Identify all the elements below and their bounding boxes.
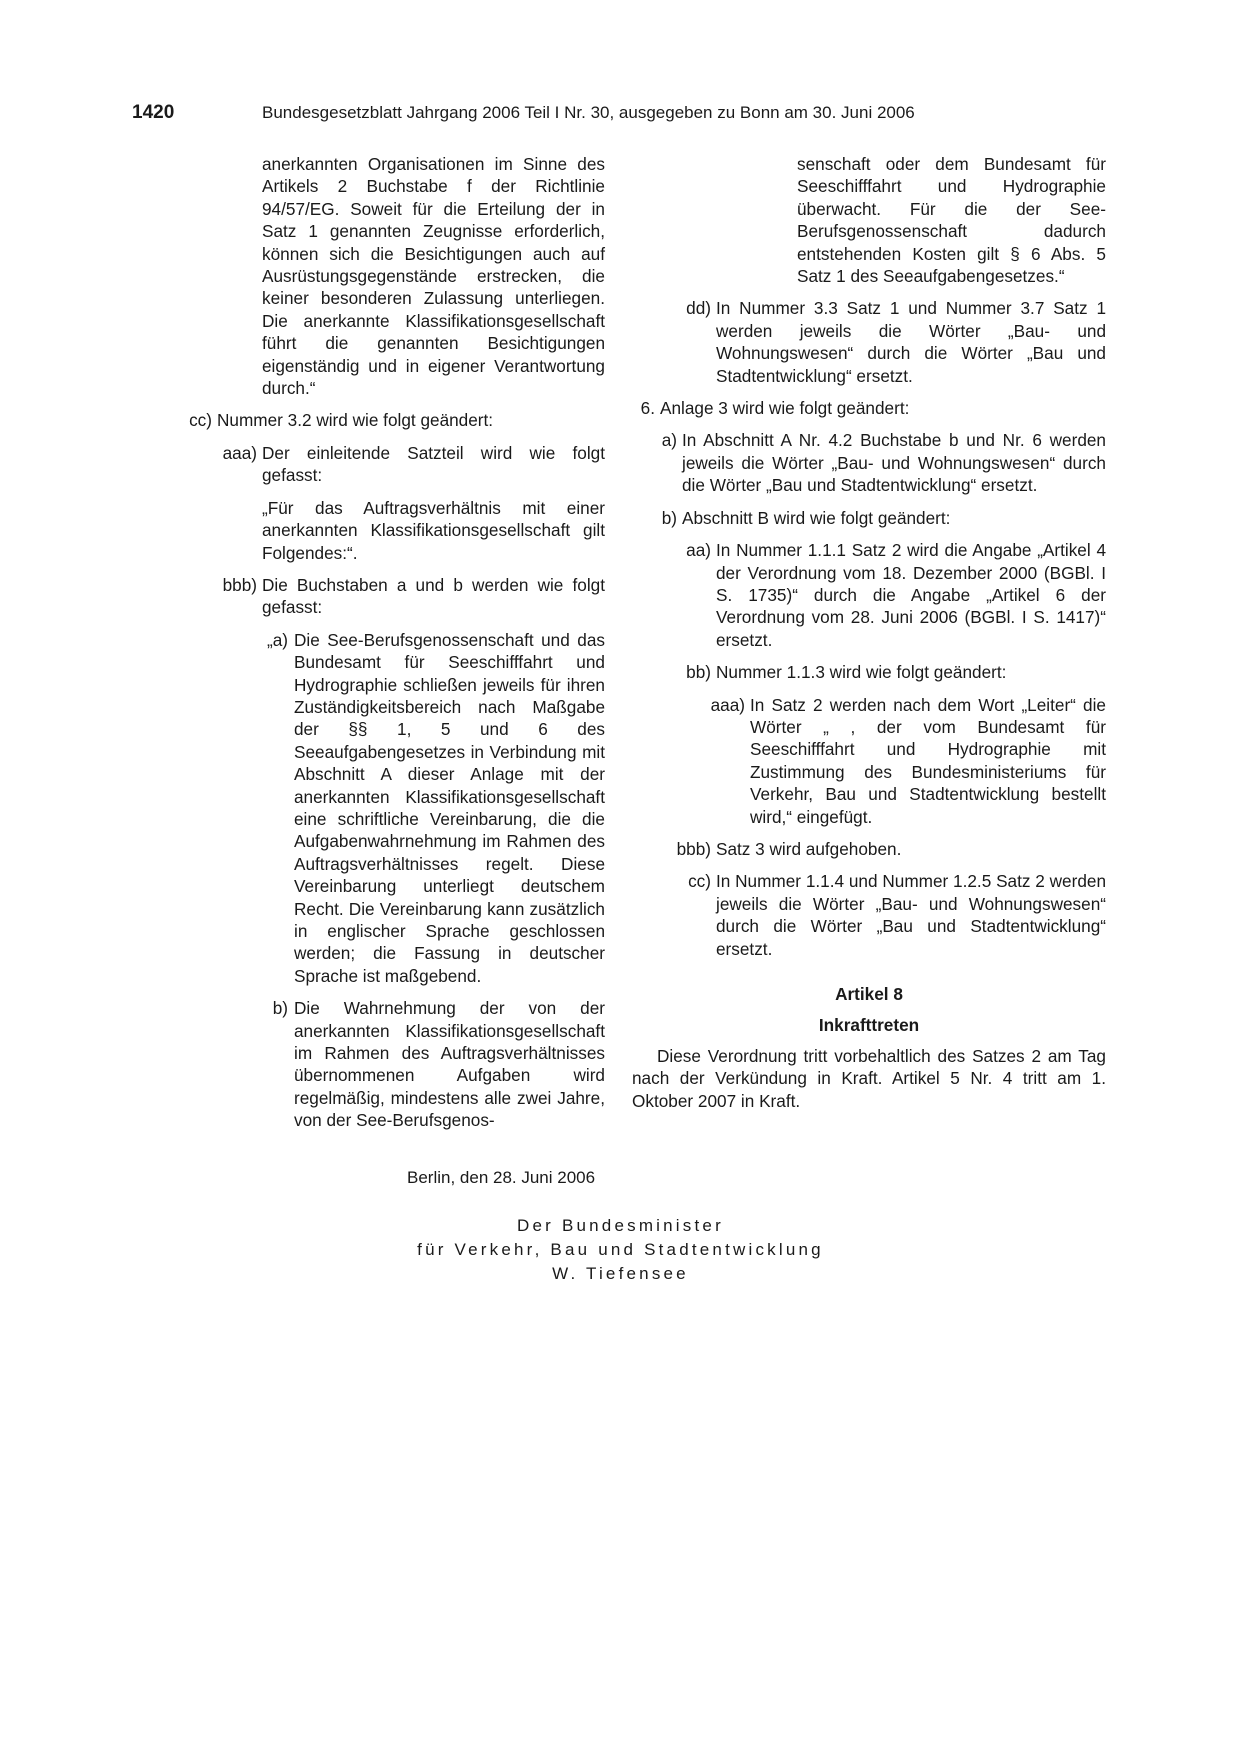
item-text: In Abschnitt A Nr. 4.2 Buchstabe b und Nr. 6 werden jeweils die Wörter „Bau- und Wohnungswesen“ durch die Wörter „Bau und Stadtentwicklung“ ersetzt. [682, 430, 1106, 496]
item-label: dd) [686, 298, 711, 319]
place-date: Berlin, den 28. Juni 2006 [407, 1168, 596, 1187]
item-label: cc) [688, 871, 711, 892]
item-label: a) [661, 430, 677, 451]
item-label: b) [272, 998, 288, 1019]
item-text: In Nummer 1.1.1 Satz 2 wird die Angabe „Artikel 4 der Verordnung vom 18. Dezember 2000 (BGBl. I S. 1735)“ durch die Angabe „Artikel 6 der Verordnung vom 28. Juni 2006 (BGBl. I S. 1417)“ ersetzt. [716, 540, 1106, 650]
item-text: Satz 3 wird aufgehoben. [716, 838, 902, 859]
item-text: Abschnitt B wird wie folgt geändert: [682, 507, 951, 528]
item-label: aaa) [710, 694, 745, 715]
item-text: Die Wahrnehmung der von der anerkannten Klassifikationsgesellschaft im Rahmen des Auftragsverhältnisses übernommenen Aufgaben wird regelmäßig, mindestens alle zwei Jahre, von der See-Berufsgenos- [294, 998, 605, 1131]
item-text: In Nummer 3.3 Satz 1 und Nummer 3.7 Satz 1 werden jeweils die Wörter „Bau- und Wohnungswesen“ durch die Wörter „Bau und Stadtentwicklung“ ersetzt. [716, 298, 1106, 386]
item-dd [632, 297, 1106, 387]
item-text: Nummer 1.1.3 wird wie folgt geändert: [716, 662, 1007, 683]
article-title: Inkrafttreten [818, 1015, 920, 1036]
item-text: In Satz 2 werden nach dem Wort „Leiter“ die Wörter „ , der vom Bundesamt für Seeschifffahrt und Hydrographie mit Zustimmung des Bundesministeriums für Verkehr, Bau und Stadtentwicklung bestellt wird,“ eingefügt. [750, 694, 1106, 827]
article-text: Diese Verordnung tritt vorbehaltlich des Satzes 2 am Tag nach der Verkündung in Kraft. Artikel 5 Nr. 4 tritt am 1. Oktober 2007 in Kraft. [632, 1045, 1106, 1111]
continued-paragraph [180, 153, 605, 399]
item-6 [632, 397, 1106, 419]
continued-text: senschaft oder dem Bundesamt für Seeschifffahrt und Hydrographie überwacht. Für die der See-Berufsgenossenschaft dadurch entstehenden Kosten gilt § 6 Abs. 5 Satz 1 des Seeaufgabengesetzes.“ [797, 154, 1106, 287]
quoted-item-b [180, 997, 605, 1131]
item-text: Anlage 3 wird wie folgt geändert: [660, 398, 910, 419]
item-text: Nummer 3.2 wird wie folgt geändert: [217, 410, 494, 431]
item-text: In Nummer 1.1.4 und Nummer 1.2.5 Satz 2 werden jeweils die Wörter „Bau- und Wohnungswesen“ durch die Wörter „Bau und Stadtentwicklung“ ersetzt. [716, 871, 1106, 959]
quoted-item-a [180, 629, 605, 988]
item-cc [180, 409, 605, 431]
continued-text: anerkannten Organisationen im Sinne des Artikels 2 Buchstabe f der Richtlinie 94/57/EG. Soweit für die Erteilung der in Satz 1 genannten Zeugnisse erforderlich, können sich die Besichtigungen auch auf Ausrüstungsgegenstände erstrecken, die keiner besonderen Zulassung unterliegen. Die anerkannte Klassifikationsgesellschaft führt die genannten Besichtigungen eigenständig und in eigener Verantwortung durch.“ [262, 154, 605, 399]
left-column [180, 153, 605, 1132]
continued-paragraph [632, 153, 1106, 287]
running-header: Bundesgesetzblatt Jahrgang 2006 Teil I Nr. 30, ausgegeben zu Bonn am 30. Juni 2006 [262, 103, 915, 122]
item-label: bbb) [676, 838, 711, 859]
item-cc [632, 870, 1106, 960]
article-number: Artikel 8 [835, 984, 903, 1004]
item-label: b) [661, 507, 677, 528]
item-label: aaa) [222, 442, 257, 463]
right-column [632, 153, 1106, 1112]
item-label: „a) [266, 629, 288, 650]
item-label: 6. [640, 398, 655, 419]
item-text: Die See-Berufsgenossenschaft und das Bundesamt für Seeschifffahrt und Hydrographie schließen jeweils für ihren Zuständigkeitsbereich nach Maßgabe der §§ 1, 5 und 6 des Seeaufgabengesetzes in Verbindung mit Abschnitt A dieser Anlage mit der anerkannten Klassifikationsgesellschaft eine schriftliche Vereinbarung, die die Aufgabenwahrnehmung im Rahmen des Auftragsverhältnisses regelt. Diese Vereinbarung unterliegt deutschem Recht. Die Vereinbarung kann zusätzlich in englischer Sprache geschlossen werden; die Fassung in deutscher Sprache ist maßgebend. [294, 629, 605, 986]
item-text: Der einleitende Satzteil wird wie folgt gefasst: [262, 442, 605, 486]
item-bbb [632, 838, 1106, 860]
item-label: bbb) [222, 574, 257, 595]
page-number: 1420 [132, 102, 175, 123]
item-bb [632, 661, 1106, 683]
item-text: Die Buchstaben a und b werden wie folgt gefasst: [262, 574, 605, 618]
quoted-text: „Für das Auftragsverhältnis mit einer anerkannten Klassifikationsgesellschaft gilt Folgendes:“. [262, 497, 605, 563]
item-label: cc) [189, 410, 212, 431]
signatory-title: Der Bundesminister [517, 1216, 724, 1235]
signatory-ministry: für Verkehr, Bau und Stadtentwicklung [417, 1240, 824, 1259]
item-b [632, 507, 1106, 529]
item-aa [632, 539, 1106, 651]
item-a [632, 429, 1106, 496]
item-aaa [180, 442, 605, 564]
item-aaa [632, 694, 1106, 828]
item-bbb [180, 574, 605, 619]
item-label: bb) [686, 662, 711, 683]
item-label: aa) [686, 540, 711, 561]
signatory-name: W. Tiefensee [552, 1264, 689, 1283]
